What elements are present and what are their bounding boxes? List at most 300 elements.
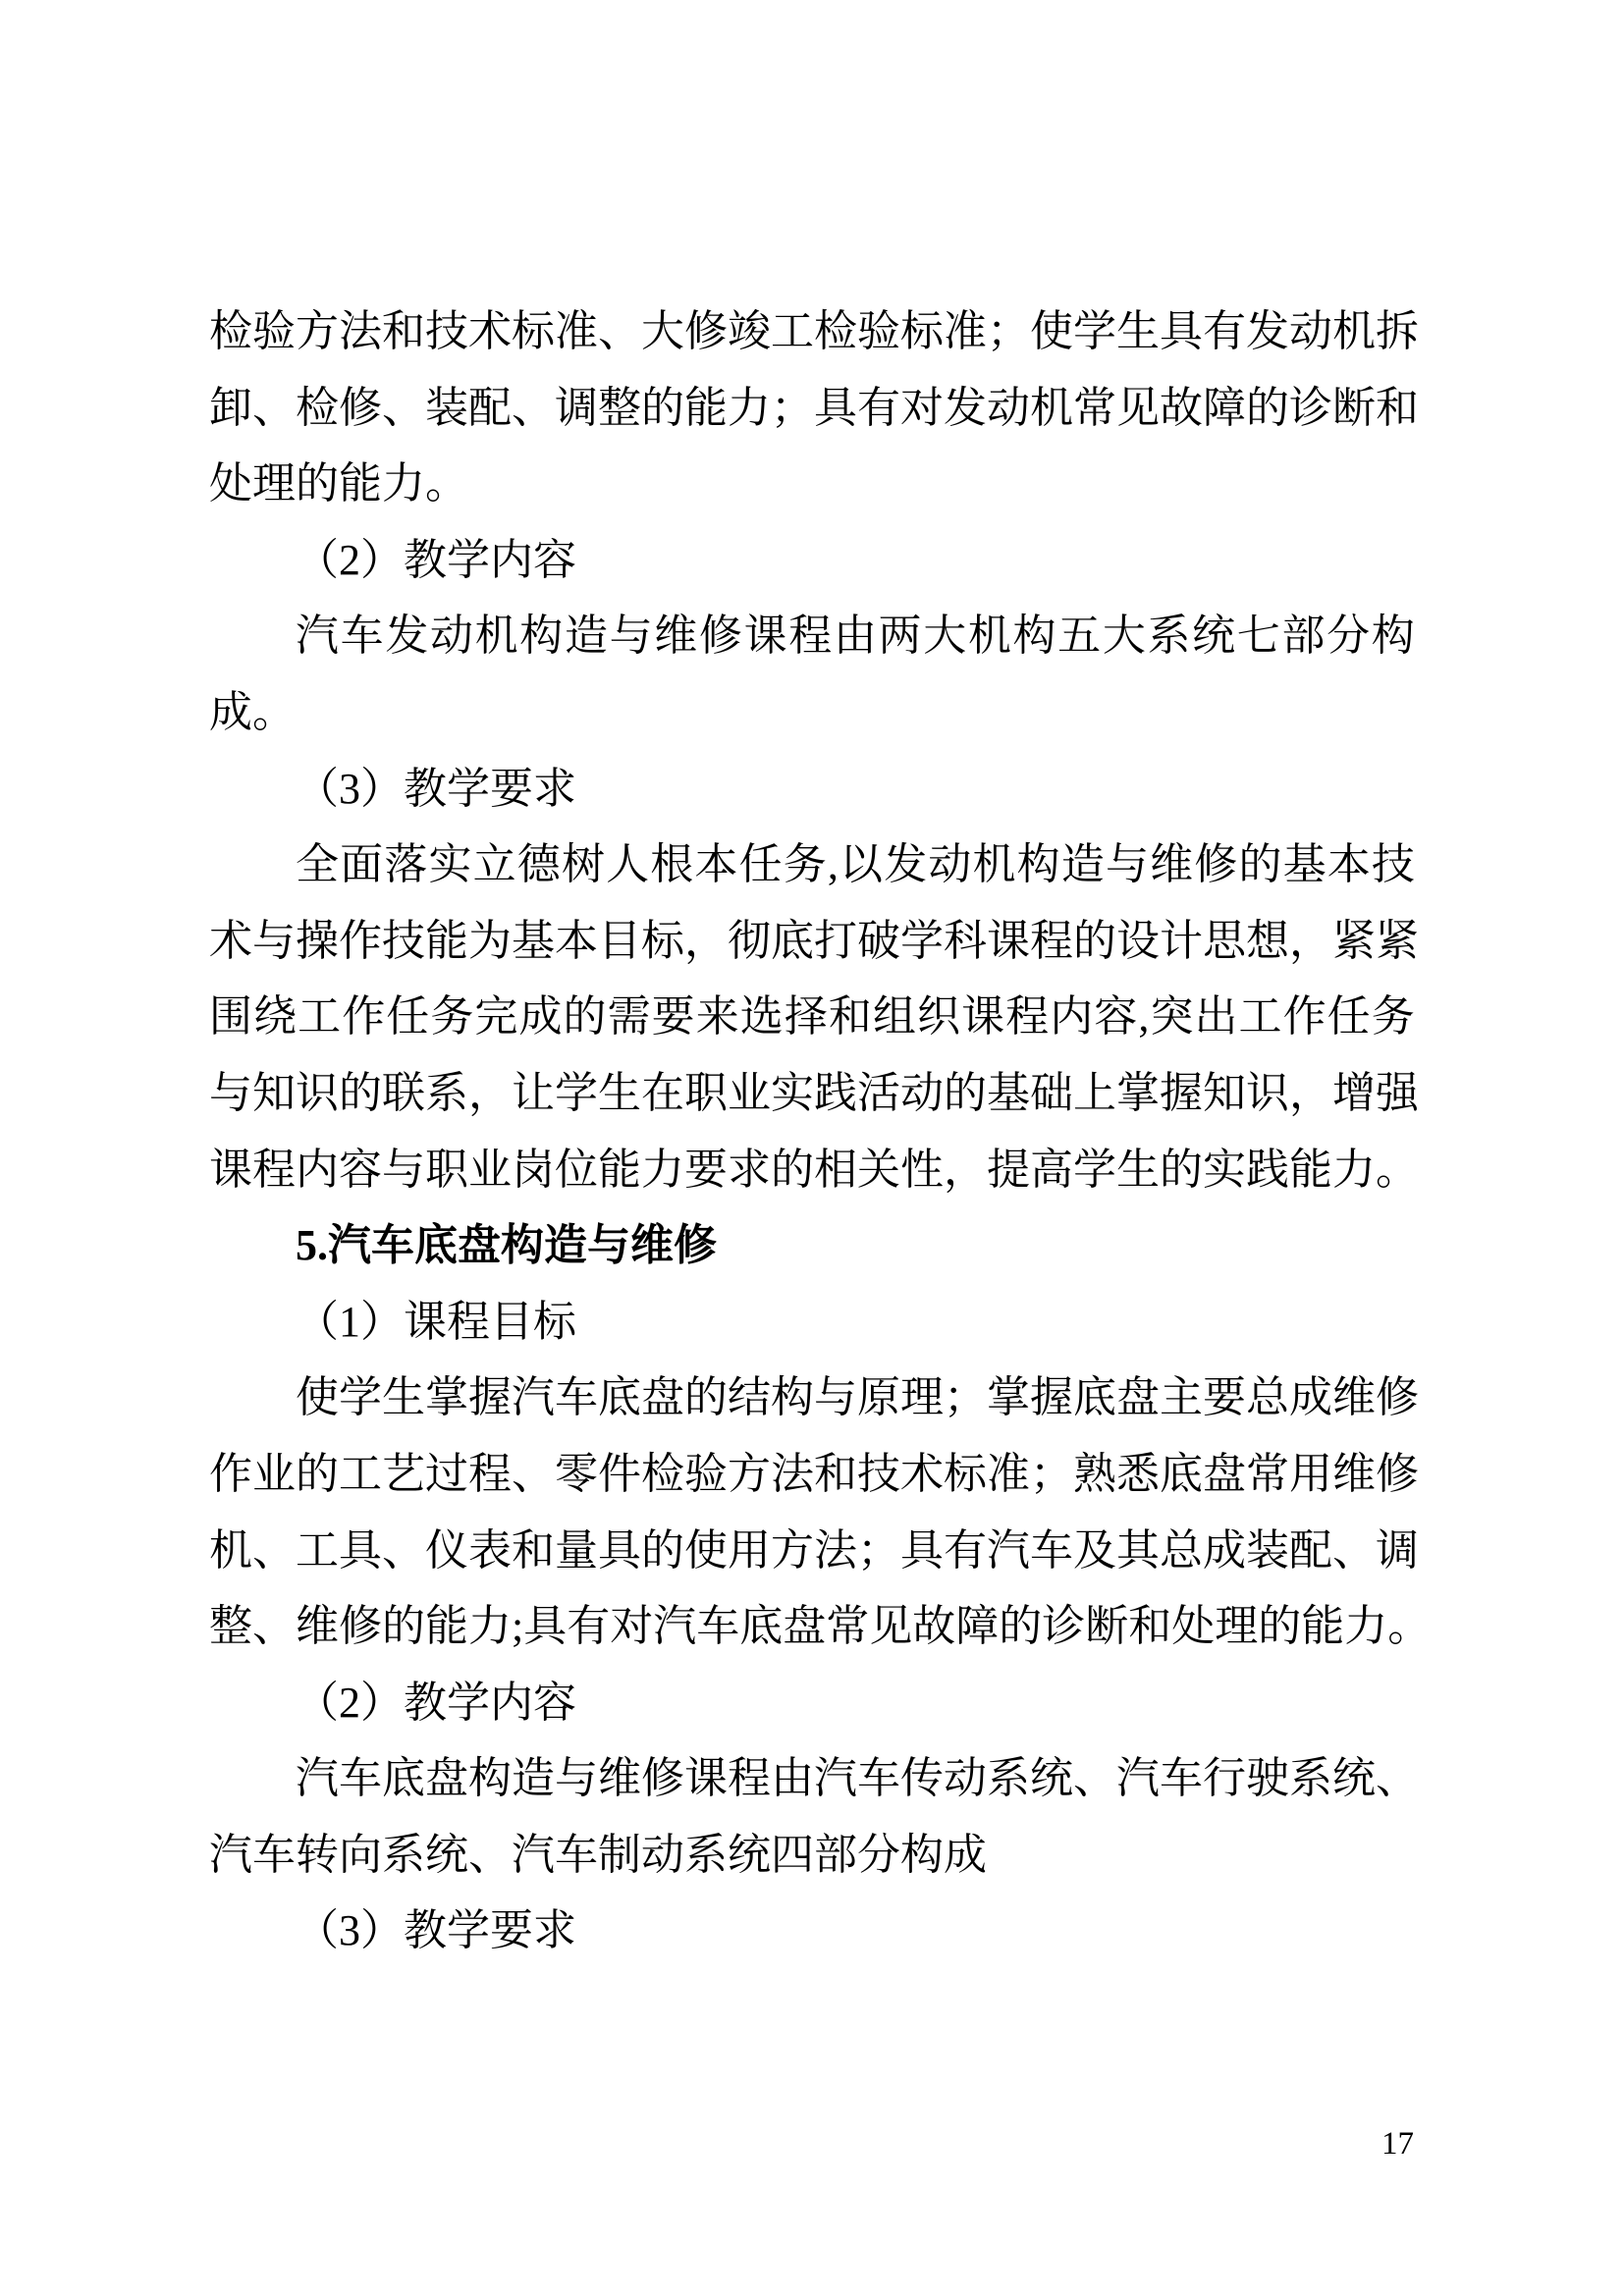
text-char: 具	[1160, 307, 1203, 355]
text-char: 、	[382, 383, 425, 432]
text-char: 让	[512, 1068, 555, 1117]
text-char: 织	[917, 992, 960, 1041]
text-char: ,	[827, 840, 839, 889]
text-char: 机	[1332, 307, 1376, 355]
text-char: 调	[1376, 1525, 1419, 1575]
text-char: 来	[695, 992, 739, 1041]
text-char: 理	[900, 1373, 944, 1422]
text-char: 能	[1301, 1602, 1345, 1651]
text-char: 需	[607, 992, 651, 1041]
text-char: 构	[1016, 840, 1060, 889]
text-char: 的	[563, 992, 607, 1041]
text-char: 汽	[987, 1525, 1030, 1575]
text-char: 作	[1282, 992, 1326, 1041]
text-char: 有	[567, 1602, 611, 1651]
text-line: （3）教学要求	[296, 764, 576, 813]
text-char: ；	[944, 1373, 987, 1422]
text-char: 使	[296, 1373, 339, 1422]
text-line	[209, 1740, 1419, 1817]
text-char: 能	[684, 383, 728, 432]
text-char: 用	[1289, 1449, 1332, 1498]
text-char: 树	[561, 840, 605, 889]
text-char: 握	[1160, 1068, 1203, 1117]
text-char: 与	[252, 916, 296, 965]
text-char: 打	[814, 916, 857, 965]
text-char: 践	[1246, 1145, 1289, 1194]
text-char: 动	[928, 840, 972, 889]
text-char: 常	[1246, 1449, 1289, 1498]
text-char: 原	[857, 1373, 900, 1422]
text-char: 汽	[296, 1754, 339, 1803]
text-char: 动	[429, 612, 473, 661]
text-line	[209, 903, 1419, 980]
text-char: 工	[296, 1525, 339, 1575]
text-char: 与	[609, 612, 653, 661]
text-char: 面	[340, 840, 384, 889]
text-char: 握	[468, 1373, 512, 1422]
text-char: 见	[1116, 383, 1160, 432]
text-char: 断	[1085, 1602, 1129, 1651]
text-char: 维	[1332, 1373, 1376, 1422]
text-char: 构	[519, 612, 564, 661]
text-char: 业	[252, 1449, 296, 1498]
text-char: 完	[474, 992, 518, 1041]
text-char: 发	[944, 383, 987, 432]
text-char: 术	[209, 916, 252, 965]
text-char: 全	[296, 840, 339, 889]
text-char: ，	[468, 1068, 512, 1117]
text-char: 件	[598, 1449, 641, 1498]
text-char: 方	[296, 307, 339, 355]
text-char: 的	[641, 383, 684, 432]
text-char: 验	[857, 307, 900, 355]
text-char: 竣	[728, 307, 771, 355]
text-char: 表	[468, 1525, 512, 1575]
text-char: 发	[385, 612, 429, 661]
text-char: 践	[814, 1068, 857, 1117]
text-char: 标	[512, 307, 555, 355]
text-char: 技	[425, 307, 468, 355]
text-char: 、	[252, 1525, 296, 1575]
text-char: 对	[900, 383, 944, 432]
text-char: 盘	[641, 1373, 684, 1422]
text-char: 内	[1050, 992, 1094, 1041]
text-char: 及	[1073, 1525, 1116, 1575]
text-char: 本	[1326, 840, 1371, 889]
text-char: 组	[872, 992, 916, 1041]
text-char: 标	[944, 1449, 987, 1498]
text-char: 总	[1246, 1373, 1289, 1422]
text-char: 识	[1246, 1068, 1289, 1117]
text-char: 思	[1203, 916, 1246, 965]
text-char: 程	[1005, 992, 1050, 1041]
text-char: 本	[555, 916, 598, 965]
text-char: 七	[1236, 612, 1280, 661]
text-char: 五	[1057, 612, 1102, 661]
text-char: 出	[1194, 992, 1238, 1041]
text-char: 维	[1332, 1449, 1376, 1498]
text-char: 发	[884, 840, 928, 889]
text-char: 大	[641, 307, 684, 355]
text-char: 程	[468, 1449, 512, 1498]
text-char: 断	[1332, 383, 1376, 432]
text-char: 性	[900, 1145, 944, 1194]
text-char: 学	[1073, 307, 1116, 355]
text-char: 的	[684, 1373, 728, 1422]
text-char: 驶	[1246, 1754, 1289, 1803]
text-line: 5.汽车底盘构造与维修	[296, 1221, 717, 1270]
text-char: 维	[598, 1754, 641, 1803]
text-line: 处理的能力。	[209, 459, 468, 508]
text-char: ；	[771, 383, 814, 432]
text-char: 汽	[1116, 1754, 1160, 1803]
text-char: 实	[771, 1068, 814, 1117]
text-char: 紧	[1376, 916, 1419, 965]
text-char: 的	[1160, 1145, 1203, 1194]
text-char: 用	[728, 1525, 771, 1575]
text-char: 的	[771, 1145, 814, 1194]
text-char: 艺	[382, 1449, 425, 1498]
text-char: 和	[814, 1449, 857, 1498]
text-char: 车	[1030, 1525, 1073, 1575]
text-line: 成。	[209, 687, 296, 736]
text-line	[209, 1360, 1419, 1436]
text-char: 生	[598, 1068, 641, 1117]
text-char: 、	[598, 307, 641, 355]
text-line: （2）教学内容	[296, 535, 576, 584]
text-char: ，	[1289, 916, 1332, 965]
text-char: 汽	[653, 1602, 697, 1651]
text-char: 相	[814, 1145, 857, 1194]
text-char: 人	[606, 840, 650, 889]
text-char: 总	[1160, 1525, 1203, 1575]
text-char: 部	[1281, 612, 1326, 661]
text-char: 装	[1246, 1525, 1289, 1575]
text-char: 程	[252, 1145, 296, 1194]
text-char: 围	[209, 992, 252, 1041]
text-char: ，	[944, 1145, 987, 1194]
text-char: 标	[900, 307, 944, 355]
text-char: 工	[771, 307, 814, 355]
text-char: 容	[339, 1145, 382, 1194]
text-char: 、	[252, 1602, 296, 1651]
text-char: 具	[814, 383, 857, 432]
text-char: 底	[382, 1754, 425, 1803]
text-char: 构	[468, 1754, 512, 1803]
text-char: 成	[1289, 1373, 1332, 1422]
document-body	[209, 294, 1432, 1969]
text-char: 握	[1030, 1373, 1073, 1422]
page-number: 17	[1381, 2126, 1414, 2162]
text-char: 、	[252, 383, 296, 432]
text-char: 检	[209, 307, 252, 355]
text-char: 。	[1387, 1602, 1432, 1651]
text-char: 础	[1030, 1068, 1073, 1117]
text-char: 活	[857, 1068, 900, 1117]
text-char: 掌	[1116, 1068, 1160, 1117]
text-char: 提	[987, 1145, 1030, 1194]
text-char: 强	[1376, 1068, 1419, 1117]
text-char: 悉	[1116, 1449, 1160, 1498]
text-char: 法	[339, 307, 382, 355]
text-char: 故	[1160, 383, 1203, 432]
text-char: 和	[512, 1525, 555, 1575]
text-char: 课	[684, 1754, 728, 1803]
text-char: 底	[1160, 1449, 1203, 1498]
text-char: 检	[641, 1449, 684, 1498]
text-char: 位	[555, 1145, 598, 1194]
text-line	[209, 1055, 1419, 1132]
text-char: 分	[1326, 612, 1371, 661]
text-char: 故	[912, 1602, 956, 1651]
text-char: 联	[382, 1068, 425, 1117]
text-line	[209, 979, 1415, 1055]
text-char: 系	[1147, 612, 1191, 661]
text-char: 有	[944, 1525, 987, 1575]
text-char: 由	[833, 612, 877, 661]
text-char: 配	[1289, 1525, 1332, 1575]
text-char: 机	[967, 612, 1011, 661]
text-char: 装	[425, 383, 468, 432]
text-char: 具	[339, 1525, 382, 1575]
text-char: 学	[900, 916, 944, 965]
text-char: 行	[1203, 1754, 1246, 1803]
text-char: 上	[1073, 1068, 1116, 1117]
text-char: 学	[1073, 1145, 1116, 1194]
text-char: 盘	[1203, 1449, 1246, 1498]
text-char: 结	[728, 1373, 771, 1422]
text-char: 检	[814, 307, 857, 355]
text-char: 整	[209, 1602, 252, 1651]
text-char: 工	[1238, 992, 1282, 1041]
text-char: 本	[694, 840, 738, 889]
text-char: 车	[555, 1373, 598, 1422]
text-char: 想	[1246, 916, 1289, 965]
text-char: 底	[771, 916, 814, 965]
text-char: 主	[1160, 1373, 1203, 1422]
text-char: 紧	[1332, 916, 1376, 965]
text-char: 破	[857, 916, 900, 965]
text-char: 整	[598, 383, 641, 432]
text-char: 要	[651, 992, 695, 1041]
text-char: 业	[728, 1068, 771, 1117]
text-char: 的	[944, 1068, 987, 1117]
text-char: 造	[512, 1754, 555, 1803]
text-char: 力	[468, 1602, 512, 1651]
text-char: 机	[972, 840, 1016, 889]
text-char: 方	[771, 1525, 814, 1575]
text-char: 修	[1194, 840, 1238, 889]
text-char: 掌	[987, 1373, 1030, 1422]
text-char: 的	[339, 1068, 382, 1117]
text-char: 程	[728, 1754, 771, 1803]
text-char: 技	[382, 916, 425, 965]
text-line	[209, 370, 1419, 447]
text-char: 技	[1371, 840, 1415, 889]
text-char: 基	[512, 916, 555, 965]
text-char: 与	[555, 1754, 598, 1803]
text-char: 与	[814, 1373, 857, 1422]
text-char: 成	[518, 992, 563, 1041]
text-char: 处	[1171, 1602, 1216, 1651]
text-char: 能	[1289, 1145, 1332, 1194]
text-char: 岗	[512, 1145, 555, 1194]
text-char: 程	[1030, 916, 1073, 965]
text-char: 其	[1116, 1525, 1160, 1575]
text-char: 、	[512, 383, 555, 432]
text-char: 构	[1371, 612, 1415, 661]
text-line: （1）课程目标	[296, 1297, 576, 1346]
text-char: 修	[641, 1754, 684, 1803]
text-char: 验	[684, 1449, 728, 1498]
text-char: 和	[382, 307, 425, 355]
text-char: 系	[987, 1754, 1030, 1803]
text-char: ；	[1030, 1449, 1073, 1498]
text-char: 卸	[209, 383, 252, 432]
text-char: 根	[650, 840, 694, 889]
text-char: 关	[857, 1145, 900, 1194]
text-char: 车	[339, 1754, 382, 1803]
text-char: ,	[1138, 992, 1150, 1041]
text-char: 能	[425, 916, 468, 965]
text-line	[209, 1513, 1419, 1589]
text-char: 务	[430, 992, 474, 1041]
text-char: 准	[944, 307, 987, 355]
text-char: 科	[944, 916, 987, 965]
text-char: 仪	[425, 1525, 468, 1575]
text-char: 生	[382, 1373, 425, 1422]
text-char: 力	[728, 383, 771, 432]
text-char: 障	[955, 1602, 1000, 1651]
text-char: 准	[555, 307, 598, 355]
text-char: 车	[696, 1602, 740, 1651]
text-char: 诊	[1289, 383, 1332, 432]
text-char: 统	[1030, 1754, 1073, 1803]
text-char: 维	[654, 612, 698, 661]
text-char: 拆	[1376, 307, 1419, 355]
text-char: 突	[1150, 992, 1194, 1041]
text-char: 作	[342, 992, 386, 1041]
text-char: 基	[1282, 840, 1326, 889]
text-char: 配	[468, 383, 512, 432]
text-char: ；	[987, 307, 1030, 355]
text-line	[209, 1588, 1432, 1665]
text-char: 的	[296, 1449, 339, 1498]
text-char: 和	[1376, 383, 1419, 432]
text-char: 的	[1073, 916, 1116, 965]
text-char: 常	[1073, 383, 1116, 432]
text-char: 实	[1203, 1145, 1246, 1194]
text-char: 发	[1246, 307, 1289, 355]
text-char: 掌	[425, 1373, 468, 1422]
text-char: 动	[944, 1754, 987, 1803]
text-char: 修	[698, 612, 742, 661]
text-char: 验	[252, 307, 296, 355]
text-char: 能	[598, 1145, 641, 1194]
text-line	[209, 598, 1415, 674]
text-char: 修	[1376, 1373, 1419, 1422]
text-char: 和	[1128, 1602, 1172, 1651]
text-char: 作	[209, 1449, 252, 1498]
text-char: 识	[296, 1068, 339, 1117]
text-char: 量	[555, 1525, 598, 1575]
text-char: 调	[555, 383, 598, 432]
text-char: 与	[209, 1068, 252, 1117]
text-char: 成	[1203, 1525, 1246, 1575]
text-char: 系	[425, 1068, 468, 1117]
text-char: 德	[516, 840, 561, 889]
text-char: 实	[428, 840, 472, 889]
text-char: 选	[739, 992, 784, 1041]
text-char: 标	[641, 916, 684, 965]
text-char: 具	[900, 1525, 944, 1575]
text-char: 务	[783, 840, 827, 889]
text-char: 法	[814, 1525, 857, 1575]
text-char: 理	[1215, 1602, 1259, 1651]
text-char: 任	[386, 992, 430, 1041]
text-char: 要	[1203, 1373, 1246, 1422]
text-char: 作	[339, 916, 382, 965]
text-char: 车	[340, 612, 384, 661]
text-char: 、	[1376, 1754, 1419, 1803]
text-char: 动	[900, 1068, 944, 1117]
text-char: 课	[743, 612, 787, 661]
text-char: 的	[641, 1525, 684, 1575]
text-char: 高	[1030, 1145, 1073, 1194]
text-char: 力	[1344, 1602, 1388, 1651]
text-char: 课	[987, 916, 1030, 965]
text-char: 工	[298, 992, 342, 1041]
text-char: 车	[857, 1754, 900, 1803]
text-char: 、	[512, 1449, 555, 1498]
text-char: 职	[425, 1145, 468, 1194]
text-char: 基	[987, 1068, 1030, 1117]
text-char: 常	[826, 1602, 870, 1651]
text-char: 的	[1246, 383, 1289, 432]
text-char: 的	[1258, 1602, 1302, 1651]
text-char: 的	[1238, 840, 1282, 889]
text-char: 术	[468, 307, 512, 355]
text-char: 术	[900, 1449, 944, 1498]
text-char: 盘	[425, 1754, 468, 1803]
text-line	[209, 1436, 1419, 1513]
text-char: 方	[728, 1449, 771, 1498]
text-char: 知	[1203, 1068, 1246, 1117]
text-char: 法	[771, 1449, 814, 1498]
text-char: 汽	[296, 612, 339, 661]
text-char: 盘	[783, 1602, 827, 1651]
text-char: 生	[1116, 307, 1160, 355]
text-char: 容	[1094, 992, 1138, 1041]
text-char: 与	[382, 1145, 425, 1194]
text-char: 具	[523, 1602, 568, 1651]
text-char: 熟	[1073, 1449, 1116, 1498]
text-char: 准	[987, 1449, 1030, 1498]
text-char: 过	[425, 1449, 468, 1498]
text-char: 职	[684, 1068, 728, 1117]
text-line	[209, 827, 1415, 903]
text-char: 、	[1073, 1754, 1116, 1803]
text-char: 彻	[728, 916, 771, 965]
text-line	[209, 1132, 1419, 1208]
text-char: 车	[1160, 1754, 1203, 1803]
text-char: 机	[474, 612, 518, 661]
text-char: 任	[1326, 992, 1371, 1041]
text-char: 务	[1371, 992, 1415, 1041]
text-char: 维	[296, 1602, 339, 1651]
text-char: 传	[900, 1754, 944, 1803]
text-char: 为	[468, 916, 512, 965]
